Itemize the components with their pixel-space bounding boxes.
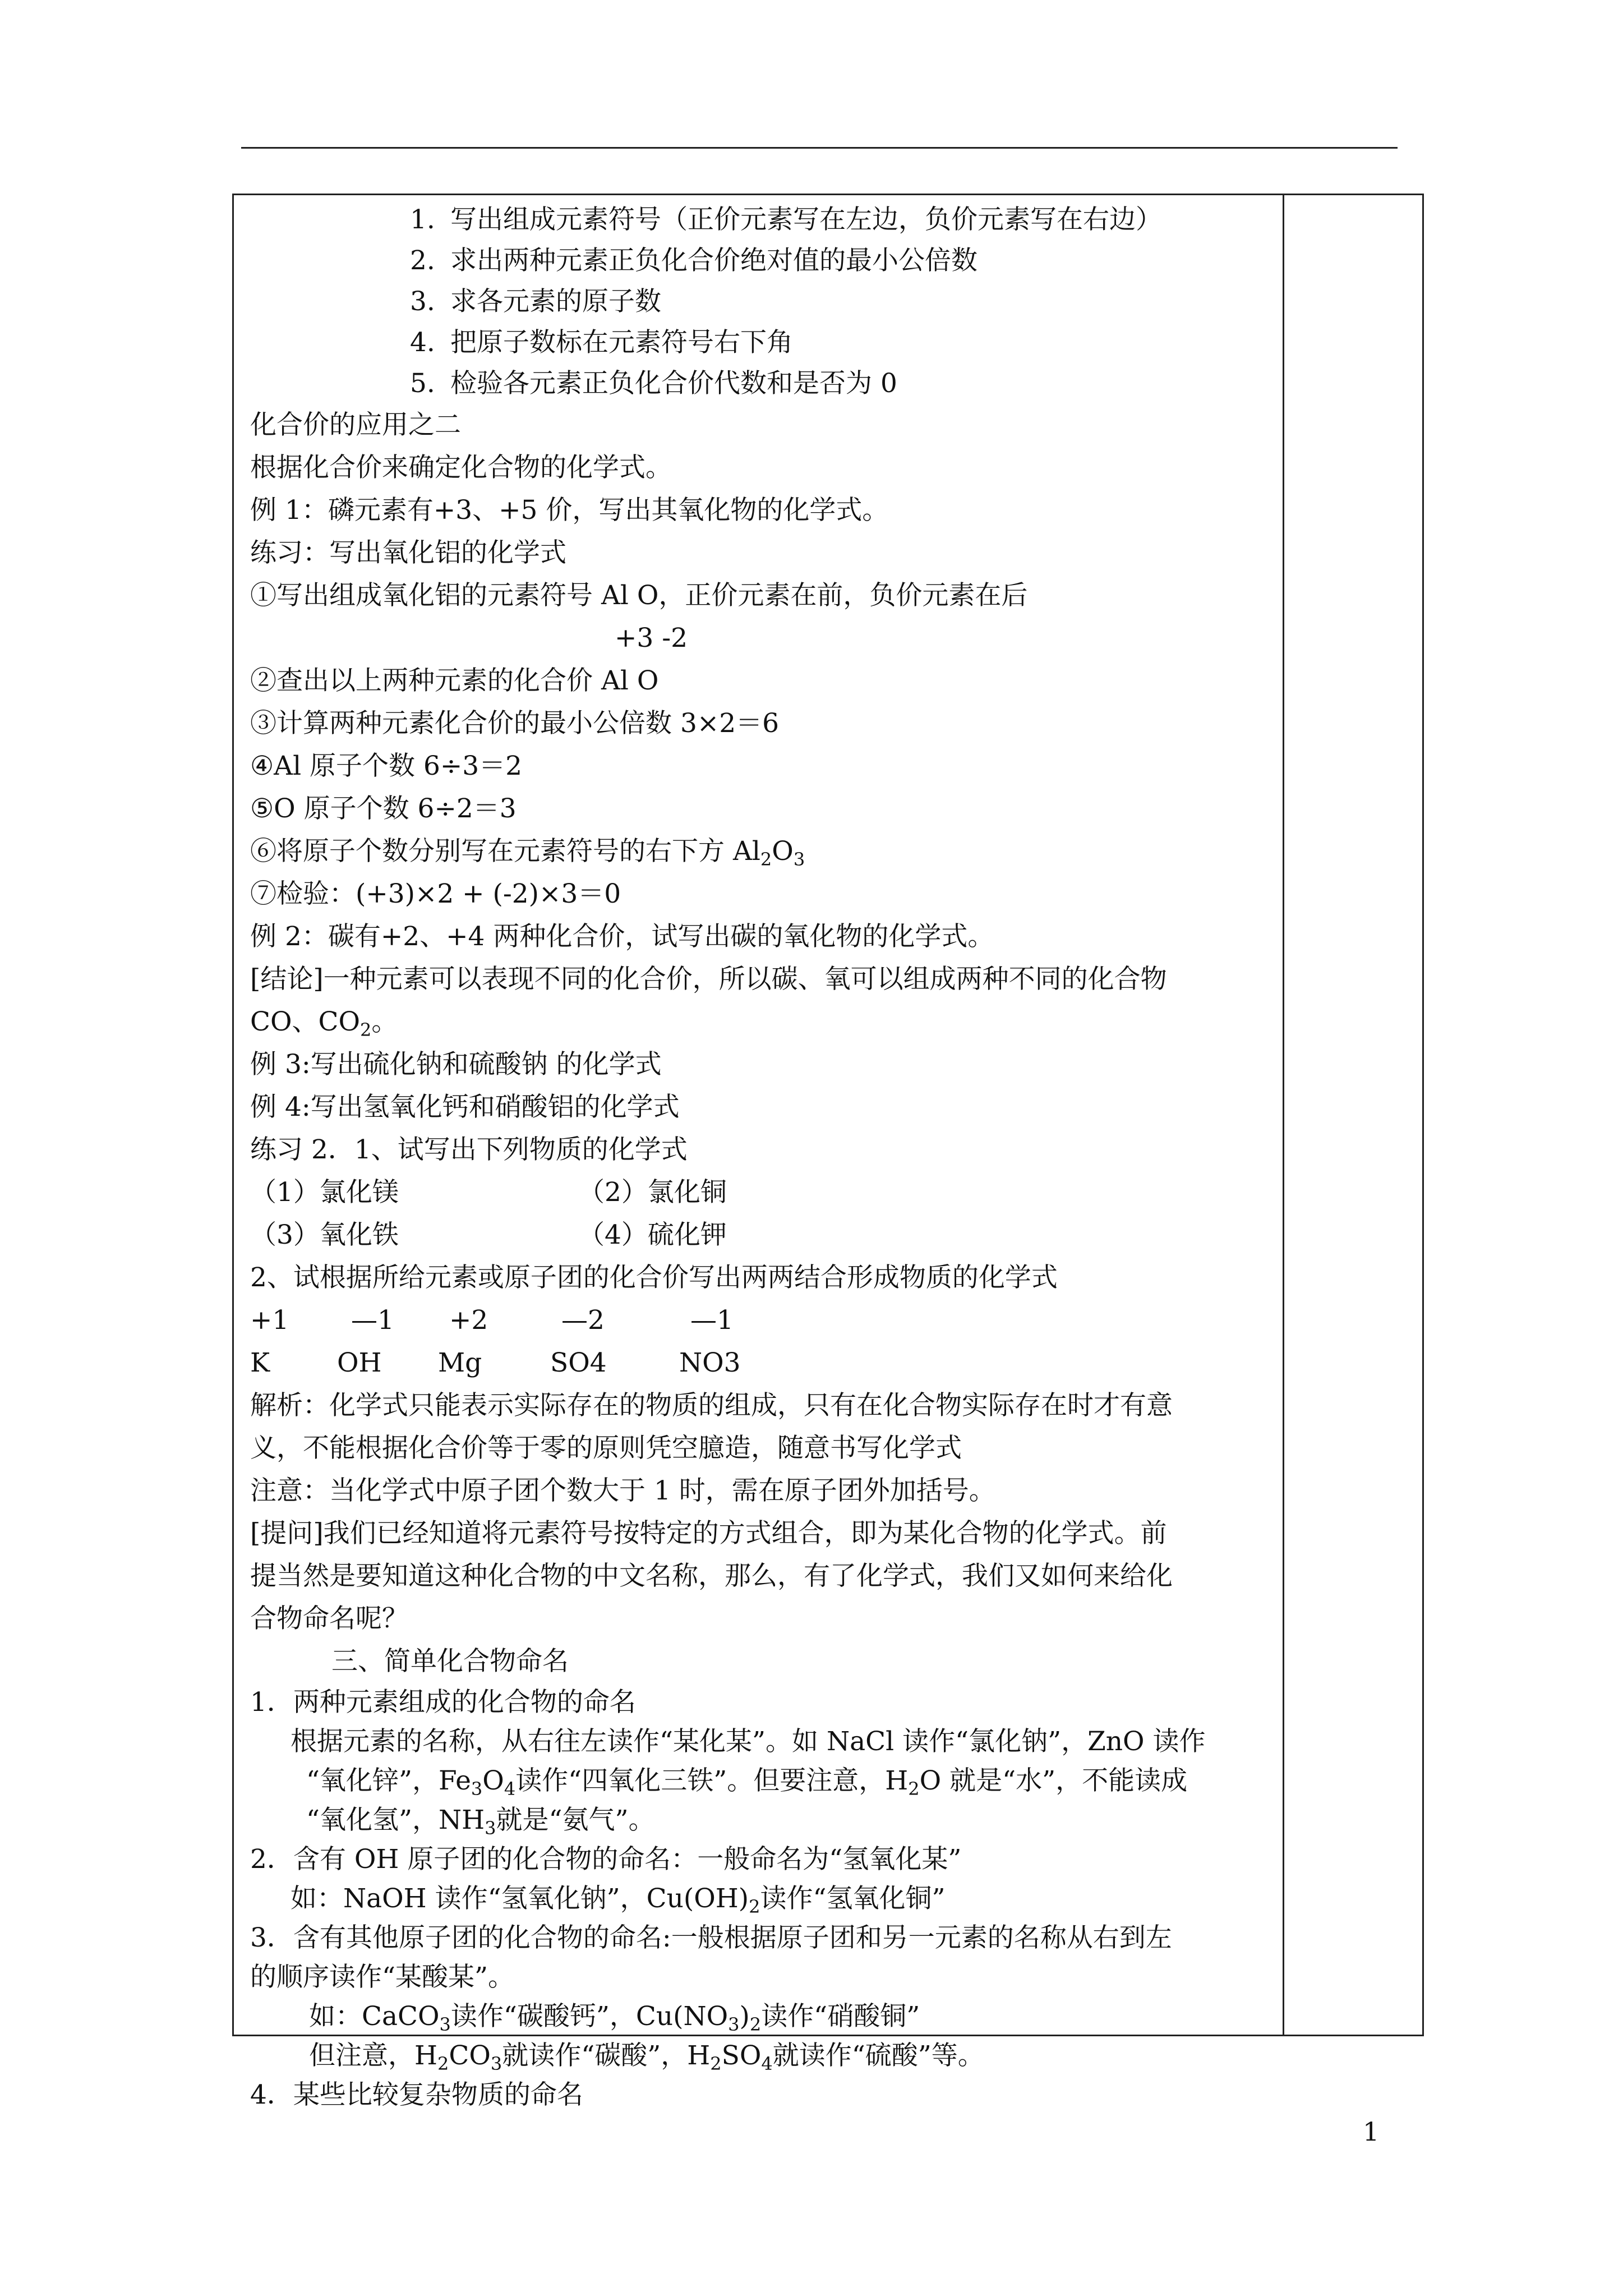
practice-2-row-2: （3）氧化铁 （4）硫化钾 [250, 1220, 727, 1250]
question-line-2: 提当然是要知道这种化合物的中文名称，那么，有了化学式，我们又如何来给化 [250, 1561, 1173, 1591]
calc-step-6: ⑥将原子个数分别写在元素符号的右下方 $Al_2O_3$ [250, 836, 805, 870]
conclusion-line-1: [结论]一种元素可以表现不同的化合价，所以碳、氧可以组成两种不同的化合物 [250, 964, 1167, 995]
analysis-line-2: 义，不能根据化合价等于零的原则凭空臆造，随意书写化学式 [250, 1433, 962, 1464]
practice-1: 练习：写出氧化铝的化学式 [250, 537, 566, 568]
example-2: 例 2：碳有+2、+4 两种化合价，试写出碳的氧化物的化学式。 [250, 921, 994, 952]
valence-row: +1 —1 +2 —2 —1 [250, 1305, 734, 1336]
table-column-divider [1283, 194, 1284, 2036]
ion-row: K OH Mg SO4 NO3 [250, 1347, 741, 1378]
apply2-title: 化合价的应用之二 [250, 409, 461, 440]
naming-2-example: 如：NaOH 读作“氢氧化钠”，$Cu(OH)_2$读作“氢氧化铜” [291, 1883, 946, 1917]
practice-2-question-2: 2、试根据所给元素或原子团的化合价写出两两结合形成物质的化学式 [250, 1262, 1058, 1293]
calc-step-2: ②查出以上两种元素的化合价 Al O [250, 665, 659, 696]
naming-3-line-2: 的顺序读作“某酸某”。 [250, 1962, 515, 1993]
step-4: 4. 把原子数标在元素符号右下角 [410, 327, 793, 358]
calc-step-1: ①写出组成氧化铝的元素符号 Al O，正价元素在前，负价元素在后 [250, 580, 1028, 611]
example-1: 例 1：磷元素有+3、+5 价，写出其氧化物的化学式。 [250, 495, 889, 526]
practice-2-row-1: （1）氯化镁 （2）氯化铜 [250, 1177, 727, 1208]
analysis-line-1: 解析：化学式只能表示实际存在的物质的组成，只有在化合物实际存在时才有意 [250, 1390, 1173, 1421]
naming-3-example-1: 如：CaCO$_3$读作“碳酸钙”，$Cu(NO_3)_2$读作“硝酸铜” [309, 2001, 920, 2035]
naming-2-title: 2．含有 OH 原子团的化合物的命名：一般命名为“氢氧化某” [250, 1844, 962, 1875]
conclusion-line-2: CO、$CO_2$。 [250, 1006, 398, 1041]
naming-1-title: 1．两种元素组成的化合物的命名 [250, 1687, 636, 1718]
header-rule [241, 147, 1398, 149]
page-number: 1 [1363, 2116, 1380, 2147]
example-4: 例 4:写出氢氧化钙和硝酸铝的化学式 [250, 1092, 680, 1122]
calc-step-5: ⑤O 原子个数 6÷2＝3 [250, 793, 517, 824]
calc-step-4: ④Al 原子个数 6÷3＝2 [250, 751, 523, 781]
step-3: 3. 求各元素的原子数 [410, 286, 661, 317]
valence-marks: +3 -2 [615, 623, 688, 654]
main-cell [250, 199, 1274, 2115]
section-3-title: 三、简单化合物命名 [331, 1646, 569, 1677]
question-line-1: [提问]我们已经知道将元素符号按特定的方式组合，即为某化合物的化学式。前 [250, 1518, 1167, 1549]
naming-1-line-3: “氧化氢”，$NH_3$就是“氨气”。 [306, 1805, 655, 1839]
naming-3-example-2: 但注意，$H_2CO_3$就读作“碳酸”，$H_2SO_4$就读作“硫酸”等。 [309, 2040, 984, 2074]
step-5: 5. 检验各元素正负化合价代数和是否为 0 [410, 368, 897, 399]
calc-step-3: ③计算两种元素化合价的最小公倍数 3×2＝6 [250, 708, 780, 739]
step-2: 2. 求出两种元素正负化合价绝对值的最小公倍数 [410, 245, 978, 276]
apply2-desc: 根据化合价来确定化合物的化学式。 [250, 452, 672, 483]
naming-1-line-2: “氧化锌”，$Fe_3O_4$读作“四氧化三铁”。但要注意，$H_2O$ 就是“水”，不能读成 [306, 1765, 1188, 1800]
naming-3-line-1: 3．含有其他原子团的化合物的命名:一般根据原子团和另一元素的名称从右到左 [250, 1922, 1172, 1953]
note: 注意：当化学式中原子团个数大于 1 时，需在原子团外加括号。 [250, 1475, 995, 1506]
calc-step-7: ⑦检验：(+3)×2 + (-2)×3＝0 [250, 878, 621, 909]
naming-4-title: 4．某些比较复杂物质的命名 [250, 2079, 583, 2110]
naming-1-line-1: 根据元素的名称，从右往左读作“某化某”。如 NaCl 读作“氯化钠”，ZnO 读作 [291, 1726, 1206, 1757]
practice-2: 练习 2．1、试写出下列物质的化学式 [250, 1134, 688, 1165]
example-3: 例 3:写出硫化钠和硫酸钠 的化学式 [250, 1049, 662, 1080]
question-line-3: 合物命名呢？ [250, 1603, 408, 1634]
step-1: 1. 写出组成元素符号（正价元素写在左边，负价元素写在右边） [410, 204, 1162, 235]
